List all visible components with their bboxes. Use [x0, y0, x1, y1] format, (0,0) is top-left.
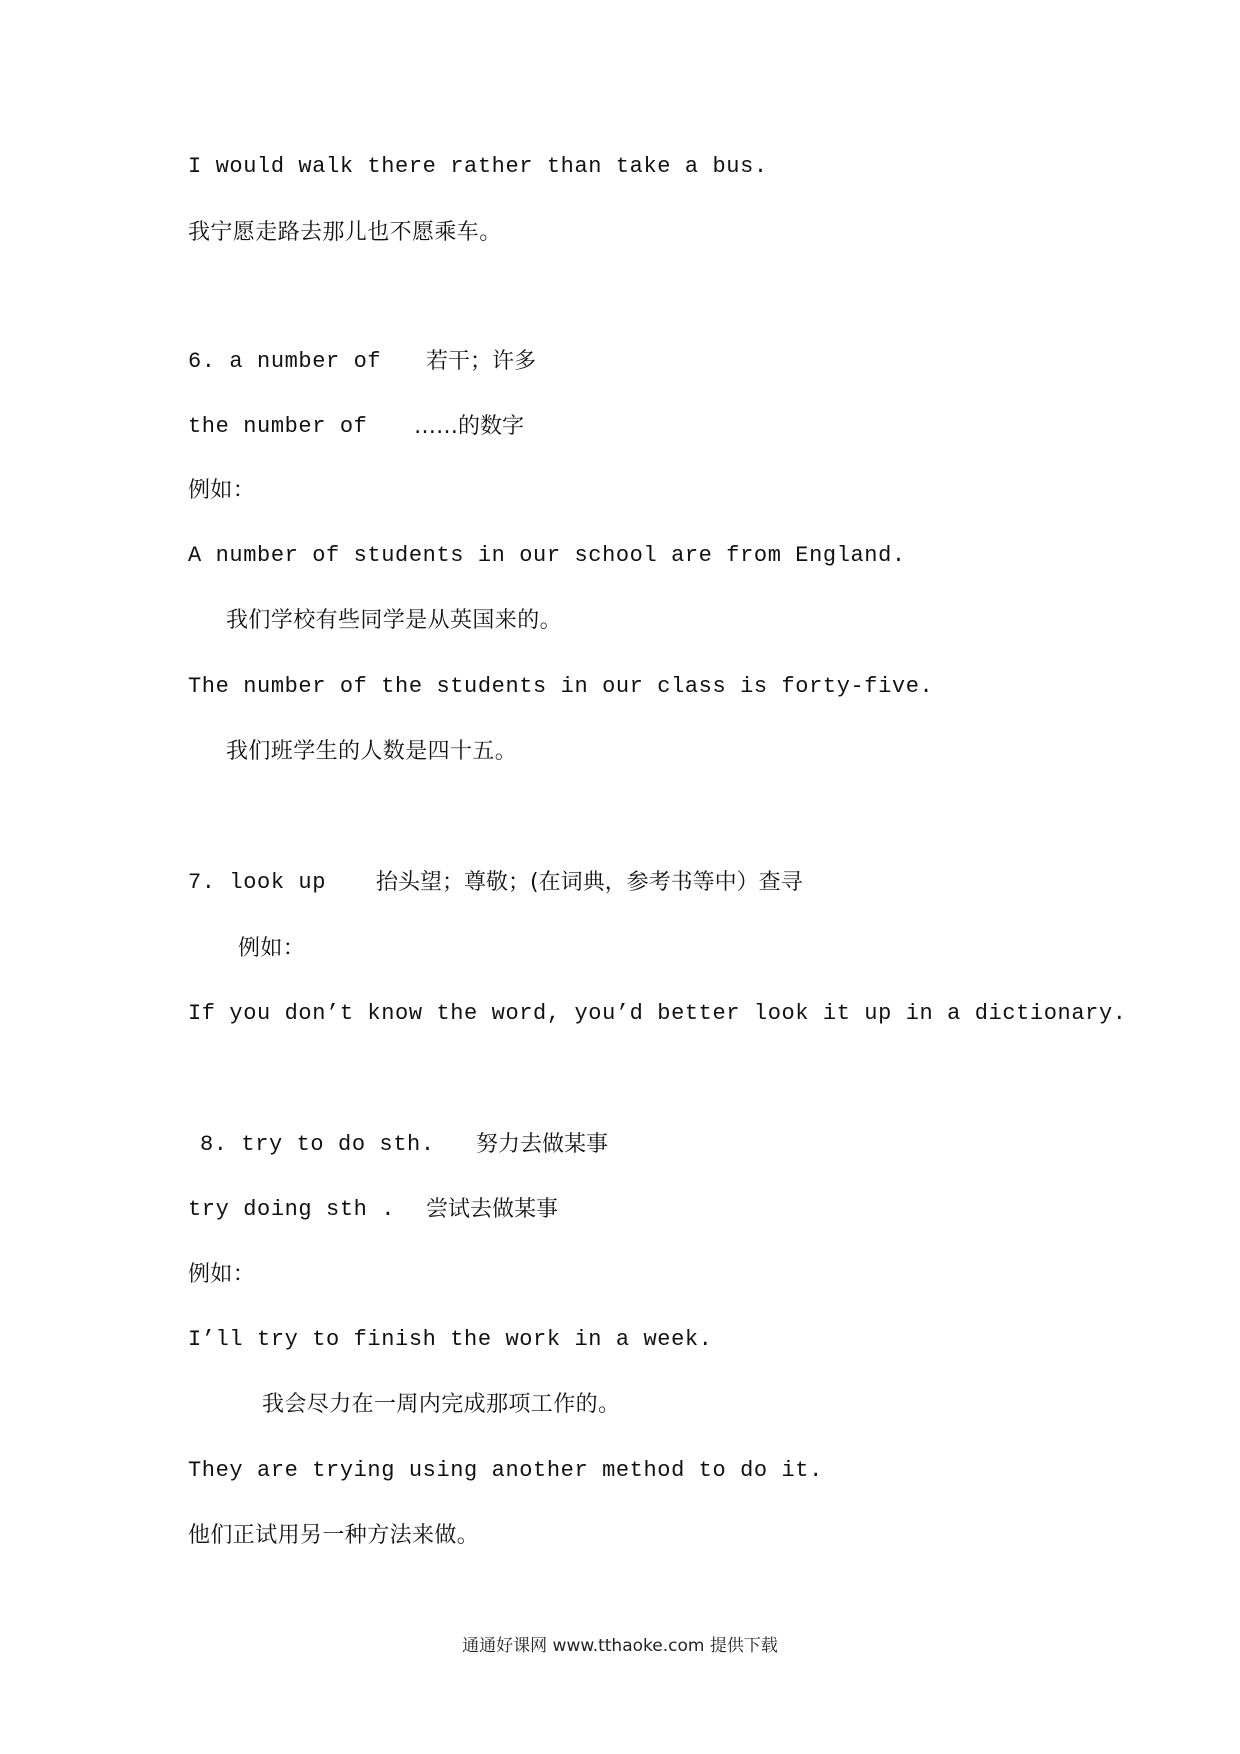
- phrase-term: 7. look up: [188, 870, 327, 895]
- page-footer: 通通好课网 www.tthaoke.com 提供下载: [462, 1636, 778, 1656]
- example-label: 例如：: [188, 1262, 256, 1287]
- example-sentence-en: I would walk there rather than take a bus.: [188, 154, 768, 179]
- example-sentence-cn: 我会尽力在一周内完成那项工作的。: [262, 1392, 621, 1417]
- phrase-meaning: 若干；许多: [426, 349, 537, 374]
- phrase-meaning: 尝试去做某事: [426, 1197, 559, 1222]
- example-sentence-cn: 我们学校有些同学是从英国来的。: [226, 608, 563, 633]
- phrase-meaning: ……的数字: [414, 414, 525, 439]
- phrase-term: 6. a number of: [188, 349, 382, 374]
- phrase-meaning: 抬头望；尊敬；(在词典，参考书等中）查寻: [376, 870, 803, 895]
- example-sentence-en: I’ll try to finish the work in a week.: [188, 1327, 713, 1352]
- phrase-meaning: 努力去做某事: [476, 1132, 609, 1157]
- example-sentence-en: They are trying using another method to do it.: [188, 1458, 823, 1483]
- example-sentence-cn: 我宁愿走路去那儿也不愿乘车。: [188, 220, 502, 245]
- phrase-term: the number of: [188, 414, 368, 439]
- example-sentence-cn: 我们班学生的人数是四十五。: [226, 739, 518, 764]
- phrase-term: 8. try to do sth.: [200, 1132, 435, 1157]
- example-sentence-en: If you don’t know the word, you’d better look it up in a dictionary.: [188, 1001, 1127, 1026]
- phrase-term: try doing sth .: [188, 1197, 396, 1222]
- example-label: 例如：: [188, 478, 256, 503]
- example-label: 例如：: [238, 936, 306, 961]
- example-sentence-en: The number of the students in our class is forty-five.: [188, 674, 934, 699]
- example-sentence-cn: 他们正试用另一种方法来做。: [188, 1523, 480, 1548]
- example-sentence-en: A number of students in our school are from England.: [188, 543, 906, 568]
